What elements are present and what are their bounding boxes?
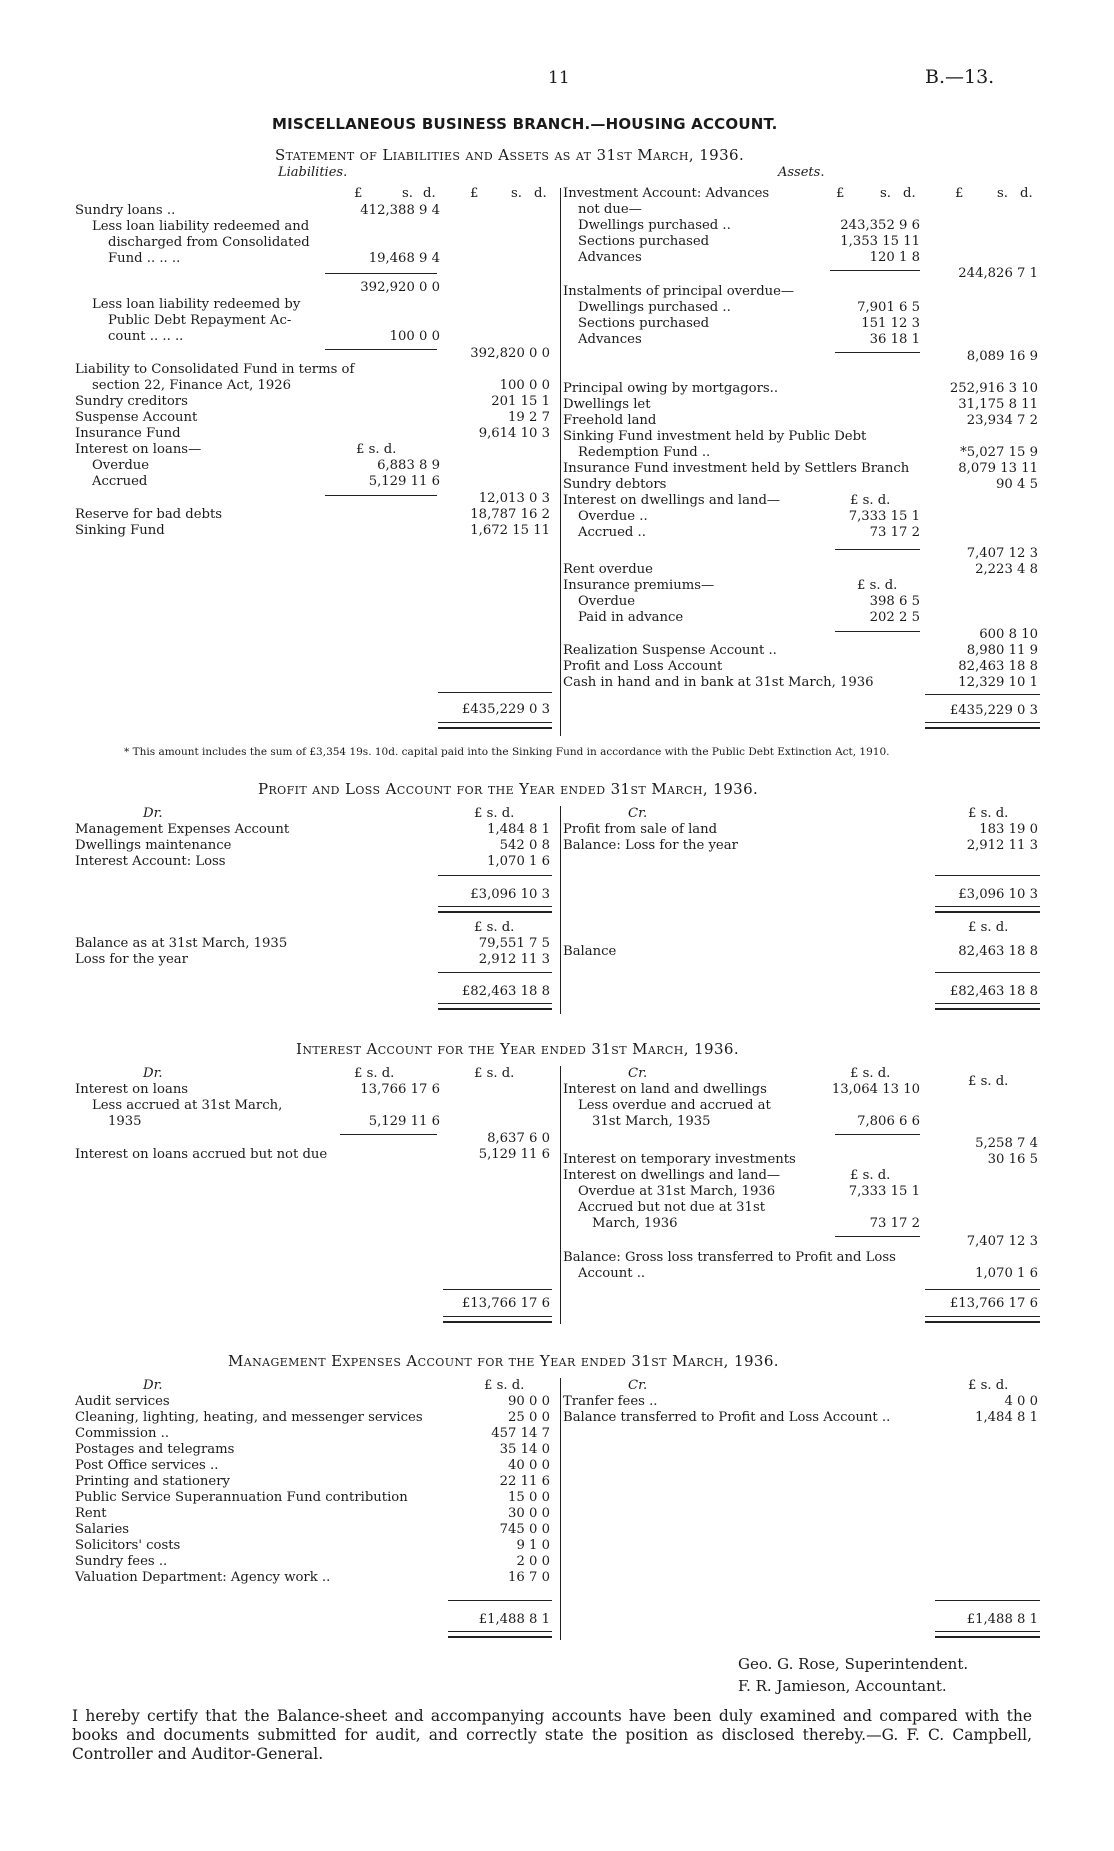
mgmt-hdr-left: £ s. d. — [484, 1378, 525, 1393]
pl-hdr-right-2: £ s. d. — [968, 920, 1009, 935]
asset-text: Realization Suspense Account .. — [563, 643, 777, 658]
asset-text: Paid in advance — [578, 610, 684, 625]
asset-value: 252,916 3 10 — [949, 381, 1038, 396]
asset-text: Principal owing by mortgagors.. — [563, 381, 779, 396]
mgmt-cr-item: Tranfer fees .. — [563, 1394, 658, 1409]
rule — [835, 1134, 920, 1135]
asset-text: £ s. d. — [857, 578, 898, 593]
liab-text: section 22, Finance Act, 1926 — [92, 378, 292, 393]
liab-text: Fund .. .. .. — [108, 251, 181, 266]
pl-dr: Dr. — [143, 806, 163, 821]
asset-text: Accrued .. — [578, 525, 646, 540]
rule — [935, 1003, 1040, 1010]
pl-hdr-right: £ s. d. — [968, 806, 1009, 821]
audit-certificate: I hereby certify that the Balance-sheet and accompanying accounts have been duly examined and compared with the books and documents submitted for audit, and correctly state the position as disclosed thereby.—G. F. C. Campbell, Controller and Auditor-General. — [72, 1707, 1032, 1763]
liab-value: 19,468 9 4 — [368, 251, 440, 266]
mgmt-expense-label: Sundry fees .. — [75, 1554, 168, 1569]
asset-text: Sections purchased — [578, 234, 710, 249]
asset-text: Rent overdue — [563, 562, 653, 577]
liab-text: discharged from Consolidated — [108, 235, 310, 250]
asset-value: 12,329 10 1 — [958, 675, 1038, 690]
mgmt-expense-value: 35 14 0 — [499, 1442, 550, 1457]
asset-value: 73 17 2 — [869, 525, 920, 540]
liab-sundry-loans-value: 412,388 9 4 — [360, 203, 440, 218]
asset-text: Dwellings purchased .. — [578, 300, 731, 315]
mgmt-cr-value: 1,484 8 1 — [975, 1410, 1038, 1425]
pl-cr-value: 2,912 11 3 — [966, 838, 1038, 853]
int-cr-item: Interest on dwellings and land— — [563, 1168, 781, 1183]
rule — [438, 972, 552, 973]
mgmt-expense-value: 16 7 0 — [508, 1570, 550, 1585]
mgmt-expense-value: 2 0 0 — [516, 1554, 550, 1569]
liab-text: count .. .. .. — [108, 329, 184, 344]
asset-value: 151 12 3 — [861, 316, 920, 331]
mgmt-expense-label: Printing and stationery — [75, 1474, 230, 1489]
asset-text: Advances — [578, 332, 642, 347]
pl-divider — [560, 806, 561, 1014]
mgmt-cr-total: £1,488 8 1 — [966, 1612, 1038, 1627]
mgmt-dr: Dr. — [143, 1378, 163, 1393]
asset-value: 8,089 16 9 — [966, 349, 1038, 364]
liab-hdr-pound-1: £ — [354, 186, 363, 201]
mgmt-expense-label: Cleaning, lighting, heating, and messenger services — [75, 1410, 423, 1425]
liab-hdr-s-2: s. — [511, 186, 522, 201]
liab-value: 392,820 0 0 — [470, 346, 550, 361]
asset-value: 8,980 11 9 — [966, 643, 1038, 658]
rule — [835, 1236, 920, 1237]
asset-value: *5,027 15 9 — [960, 445, 1038, 460]
int-cr-value: 5,258 7 4 — [975, 1136, 1038, 1151]
asset-value: 600 8 10 — [979, 627, 1038, 642]
rule — [448, 1631, 552, 1638]
liab-text: Insurance Fund — [75, 426, 181, 441]
int-dr-item: 1935 — [108, 1114, 142, 1129]
liab-hdr-s-1: s. — [402, 186, 413, 201]
liab-value: 19 2 7 — [508, 410, 550, 425]
pl-dr-item: Interest Account: Loss — [75, 854, 226, 869]
pl-cr-value: 183 19 0 — [979, 822, 1038, 837]
int-cr-value: 13,064 13 10 — [831, 1082, 920, 1097]
pl-cr-value: 82,463 18 8 — [958, 944, 1038, 959]
int-hdr: £ s. d. — [474, 1066, 515, 1081]
rule — [325, 273, 437, 274]
liab-text: Public Debt Repayment Ac- — [108, 313, 292, 328]
int-dr-value: 13,766 17 6 — [360, 1082, 440, 1097]
liab-value: 6,883 8 9 — [377, 458, 440, 473]
liab-text: Sinking Fund — [75, 523, 165, 538]
asset-value: 1,353 15 11 — [840, 234, 920, 249]
asset-value: 244,826 7 1 — [958, 266, 1038, 281]
mgmt-divider — [560, 1378, 561, 1640]
int-dr-value: 8,637 6 0 — [487, 1131, 550, 1146]
liab-value: 12,013 0 3 — [478, 491, 550, 506]
liab-value: 100 0 0 — [389, 329, 440, 344]
liab-text: Suspense Account — [75, 410, 198, 425]
rule — [925, 722, 1040, 729]
assets-hdr-s-1: s. — [880, 186, 891, 201]
asset-value: 90 4 5 — [996, 477, 1038, 492]
pl-cr: Cr. — [628, 806, 648, 821]
int-hdr: £ s. d. — [354, 1066, 395, 1081]
int-cr-value: 30 16 5 — [987, 1152, 1038, 1167]
int-cr-item: Interest on temporary investments — [563, 1152, 796, 1167]
int-cr: Cr. — [628, 1066, 648, 1081]
int-dr-item: Interest on loans accrued but not due — [75, 1147, 328, 1162]
rule — [448, 1600, 552, 1601]
mgmt-expense-label: Salaries — [75, 1522, 130, 1537]
liab-text: Less loan liability redeemed and — [92, 219, 310, 234]
mgmt-cr: Cr. — [628, 1378, 648, 1393]
liab-text: Overdue — [92, 458, 150, 473]
liab-value: 392,920 0 0 — [360, 280, 440, 295]
mgmt-heading: Management Expenses Account for the Year ended 31st March, 1936. — [228, 1352, 779, 1370]
int-dr-item: Less accrued at 31st March, — [92, 1098, 283, 1113]
asset-text: Sections purchased — [578, 316, 710, 331]
rule — [925, 1316, 1040, 1323]
page-number: 11 — [548, 68, 570, 88]
page-reference: B.—13. — [925, 66, 995, 88]
pl-cr-item: Balance: Loss for the year — [563, 838, 738, 853]
int-dr-value: 5,129 11 6 — [478, 1147, 550, 1162]
mgmt-cr-item: Balance transferred to Profit and Loss Account .. — [563, 1410, 891, 1425]
pl-dr-total: £3,096 10 3 — [470, 887, 550, 902]
mgmt-expense-value: 40 0 0 — [508, 1458, 550, 1473]
liab-total: £435,229 0 3 — [461, 702, 550, 717]
asset-text: £ s. d. — [850, 493, 891, 508]
pl-dr-item: Balance as at 31st March, 1935 — [75, 936, 288, 951]
rule — [935, 1600, 1040, 1601]
int-cr-value: 7,407 12 3 — [966, 1234, 1038, 1249]
liab-text: Interest on loans— — [75, 442, 202, 457]
asset-value: 36 18 1 — [869, 332, 920, 347]
pl-cr-item: Balance — [563, 944, 617, 959]
mgmt-expense-value: 9 1 0 — [516, 1538, 550, 1553]
pl-dr-value: 1,484 8 1 — [487, 822, 550, 837]
interest-heading: Interest Account for the Year ended 31st March, 1936. — [296, 1040, 739, 1058]
int-cr-item: Interest on land and dwellings — [563, 1082, 767, 1097]
assets-hdr-d-2: d. — [1020, 186, 1033, 201]
asset-text: Profit and Loss Account — [563, 659, 723, 674]
asset-text: Sinking Fund investment held by Public Debt — [563, 429, 867, 444]
int-hdr: £ s. d. — [850, 1066, 891, 1081]
asset-value: 7,333 15 1 — [848, 509, 920, 524]
rule — [935, 1631, 1040, 1638]
liab-hdr-pound-2: £ — [470, 186, 479, 201]
asset-value: 2,223 4 8 — [975, 562, 1038, 577]
rule — [935, 875, 1040, 876]
signature-superintendent: Geo. G. Rose, Superintendent. — [738, 1655, 969, 1673]
int-cr-value: 7,333 15 1 — [848, 1184, 920, 1199]
asset-value: 120 1 8 — [869, 250, 920, 265]
assets-hdr-d-1: d. — [903, 186, 916, 201]
asset-value: 202 2 5 — [869, 610, 920, 625]
mgmt-expense-label: Rent — [75, 1506, 107, 1521]
asset-value: 8,079 13 11 — [958, 461, 1038, 476]
int-cr-item: March, 1936 — [592, 1216, 678, 1231]
balance-divider — [560, 188, 561, 736]
int-cr-item: Less overdue and accrued at — [578, 1098, 771, 1113]
liab-text: Reserve for bad debts — [75, 507, 223, 522]
pl-cr-total-2: £82,463 18 8 — [949, 984, 1038, 999]
mgmt-expense-label: Solicitors' costs — [75, 1538, 181, 1553]
liab-text: £ s. d. — [356, 442, 397, 457]
liab-text: Accrued — [92, 474, 148, 489]
asset-text: Overdue — [578, 594, 636, 609]
assets-hdr-pound-2: £ — [955, 186, 964, 201]
rule — [438, 906, 552, 913]
int-hdr: £ s. d. — [850, 1168, 891, 1183]
int-hdr: £ s. d. — [968, 1074, 1009, 1089]
rule — [835, 549, 920, 550]
asset-text: Dwellings purchased .. — [578, 218, 731, 233]
asset-value: 7,901 6 5 — [857, 300, 920, 315]
liab-value: 100 0 0 — [499, 378, 550, 393]
rule — [438, 1003, 552, 1010]
pl-dr-value: 1,070 1 6 — [487, 854, 550, 869]
int-cr-item: Accrued but not due at 31st — [578, 1200, 766, 1215]
asset-value: 398 6 5 — [869, 594, 920, 609]
rule — [438, 875, 552, 876]
liab-value: 201 15 1 — [491, 394, 550, 409]
asset-value: 23,934 7 2 — [966, 413, 1038, 428]
asset-text: Interest on dwellings and land— — [563, 493, 781, 508]
mgmt-expense-value: 745 0 0 — [499, 1522, 550, 1537]
pl-dr-value: 2,912 11 3 — [478, 952, 550, 967]
asset-text: Cash in hand and in bank at 31st March, 1936 — [563, 675, 874, 690]
footnote: * This amount includes the sum of £3,354 19s. 10d. capital paid into the Sinking Fund in accordance with the Public Debt Extinction Act, 1910. — [124, 746, 890, 758]
mgmt-expense-label: Postages and telegrams — [75, 1442, 235, 1457]
int-cr-value: 1,070 1 6 — [975, 1266, 1038, 1281]
asset-text: Sundry debtors — [563, 477, 667, 492]
pl-cr-item: Profit from sale of land — [563, 822, 718, 837]
asset-text: not due— — [578, 202, 642, 217]
int-cr-item: 31st March, 1935 — [592, 1114, 711, 1129]
pl-dr-total-2: £82,463 18 8 — [461, 984, 550, 999]
rule — [325, 349, 437, 350]
balance-heading: Statement of Liabilities and Assets as at 31st March, 1936. — [275, 146, 745, 164]
asset-value: 243,352 9 6 — [840, 218, 920, 233]
mgmt-expense-label: Public Service Superannuation Fund contribution — [75, 1490, 408, 1505]
liab-text: Liability to Consolidated Fund in terms of — [75, 362, 355, 377]
liab-hdr-d-1: d. — [423, 186, 436, 201]
liab-hdr-d-2: d. — [534, 186, 547, 201]
int-cr-item: Account .. — [578, 1266, 646, 1281]
mgmt-cr-value: 4 0 0 — [1004, 1394, 1038, 1409]
liab-value: 9,614 10 3 — [478, 426, 550, 441]
int-cr-total: £13,766 17 6 — [949, 1296, 1038, 1311]
rule — [925, 694, 1040, 695]
pl-dr-item: Dwellings maintenance — [75, 838, 232, 853]
mgmt-expense-label: Valuation Department: Agency work .. — [75, 1570, 331, 1585]
pl-dr-value: 79,551 7 5 — [478, 936, 550, 951]
liab-sundry-loans: Sundry loans .. — [75, 203, 176, 218]
assets-hdr-pound-1: £ — [836, 186, 845, 201]
liab-text: Less loan liability redeemed by — [92, 297, 301, 312]
page-title: MISCELLANEOUS BUSINESS BRANCH.—HOUSING ACCOUNT. — [272, 115, 778, 133]
pl-dr-value: 542 0 8 — [499, 838, 550, 853]
rule — [438, 692, 552, 693]
liab-value: 18,787 16 2 — [470, 507, 550, 522]
asset-text: Insurance Fund investment held by Settlers Branch — [563, 461, 910, 476]
asset-value: 82,463 18 8 — [958, 659, 1038, 674]
asset-text: Overdue .. — [578, 509, 648, 524]
rule — [835, 352, 920, 353]
int-divider — [560, 1066, 561, 1324]
rule — [438, 722, 552, 729]
int-cr-value: 7,806 6 6 — [857, 1114, 920, 1129]
mgmt-expense-value: 25 0 0 — [508, 1410, 550, 1425]
rule — [935, 906, 1040, 913]
signature-accountant: F. R. Jamieson, Accountant. — [738, 1677, 947, 1695]
pl-dr-item: Management Expenses Account — [75, 822, 290, 837]
rule — [935, 972, 1040, 973]
pl-hdr-left: £ s. d. — [474, 806, 515, 821]
rule — [443, 1289, 552, 1290]
asset-text: Freehold land — [563, 413, 657, 428]
asset-text: Redemption Fund .. — [578, 445, 711, 460]
rule — [835, 631, 920, 632]
rule — [325, 495, 437, 496]
int-dr: Dr. — [143, 1066, 163, 1081]
int-dr-item: Interest on loans — [75, 1082, 189, 1097]
asset-value: 31,175 8 11 — [958, 397, 1038, 412]
mgmt-hdr-right: £ s. d. — [968, 1378, 1009, 1393]
assets-label: Assets. — [778, 165, 825, 180]
pl-heading: Profit and Loss Account for the Year ended 31st March, 1936. — [258, 780, 759, 798]
rule — [925, 1289, 1040, 1290]
mgmt-expense-value: 457 14 7 — [491, 1426, 550, 1441]
int-dr-value: 5,129 11 6 — [368, 1114, 440, 1129]
int-cr-value: 73 17 2 — [869, 1216, 920, 1231]
rule — [443, 1316, 552, 1323]
int-cr-item: Balance: Gross loss transferred to Profit and Loss — [563, 1250, 896, 1265]
liab-text: Sundry creditors — [75, 394, 188, 409]
mgmt-expense-value: 22 11 6 — [499, 1474, 550, 1489]
asset-text: Investment Account: Advances — [563, 186, 770, 201]
liabilities-label: Liabilities. — [278, 165, 348, 180]
mgmt-expense-value: 15 0 0 — [508, 1490, 550, 1505]
mgmt-expense-label: Commission .. — [75, 1426, 170, 1441]
int-dr-total: £13,766 17 6 — [461, 1296, 550, 1311]
assets-total: £435,229 0 3 — [949, 703, 1038, 718]
asset-text: Insurance premiums— — [563, 578, 715, 593]
pl-dr-item: Loss for the year — [75, 952, 188, 967]
liab-value: 5,129 11 6 — [368, 474, 440, 489]
mgmt-expense-label: Audit services — [75, 1394, 170, 1409]
asset-text: Instalments of principal overdue— — [563, 284, 795, 299]
asset-text: Dwellings let — [563, 397, 651, 412]
mgmt-expense-value: 90 0 0 — [508, 1394, 550, 1409]
pl-cr-total: £3,096 10 3 — [958, 887, 1038, 902]
asset-value: 7,407 12 3 — [966, 546, 1038, 561]
pl-hdr-left-2: £ s. d. — [474, 920, 515, 935]
assets-hdr-s-2: s. — [997, 186, 1008, 201]
mgmt-expense-value: 30 0 0 — [508, 1506, 550, 1521]
rule — [830, 270, 920, 271]
rule — [340, 1134, 437, 1135]
int-cr-item: Overdue at 31st March, 1936 — [578, 1184, 776, 1199]
asset-text: Advances — [578, 250, 642, 265]
mgmt-dr-total: £1,488 8 1 — [478, 1612, 550, 1627]
liab-value: 1,672 15 11 — [470, 523, 550, 538]
mgmt-expense-label: Post Office services .. — [75, 1458, 219, 1473]
